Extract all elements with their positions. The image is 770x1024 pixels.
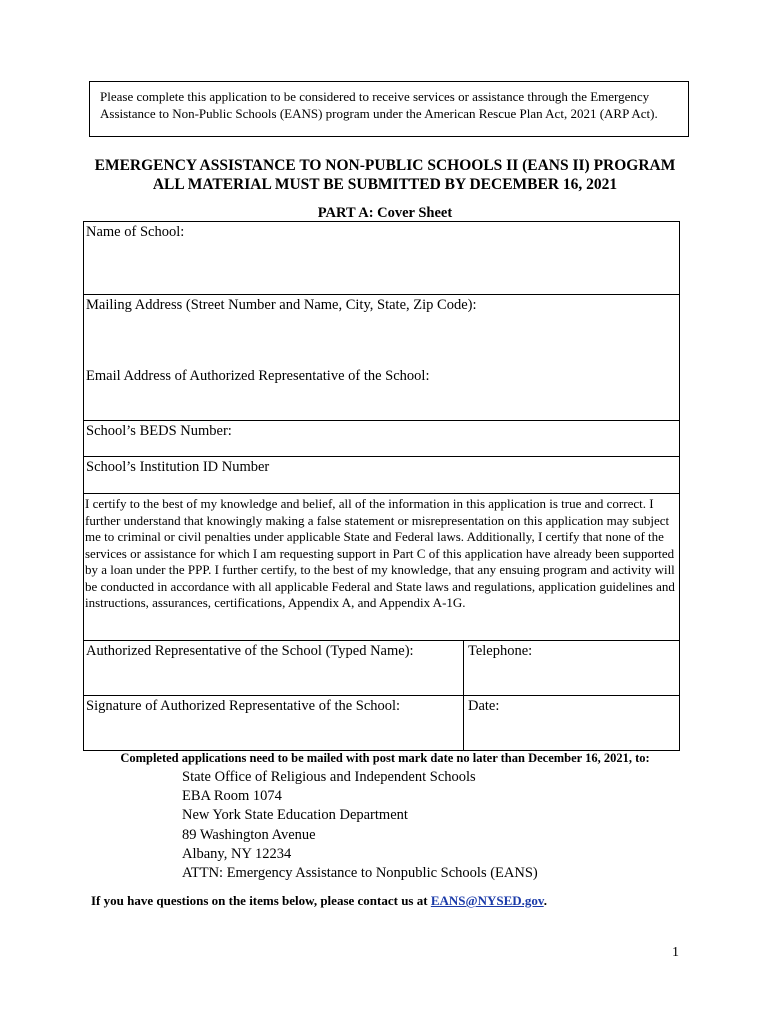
contact-suffix: . (543, 893, 547, 908)
email-field[interactable] (86, 368, 430, 385)
contact-text: If you have questions on the items below, please contact us at (91, 893, 431, 908)
rep-name-label: Authorized Representative of the School (Typed Name): (86, 643, 414, 659)
date-field[interactable] (464, 696, 679, 750)
email-label: Email Address of Authorized Representative of the School: (86, 368, 430, 384)
rep-name-row (84, 641, 679, 696)
telephone-field[interactable] (464, 641, 679, 695)
deadline-title: ALL MATERIAL MUST BE SUBMITTED BY DECEMBER 16, 2021 (152, 176, 618, 193)
institution-id-field[interactable] (84, 457, 679, 494)
page-number: 1 (672, 945, 679, 960)
intro-notice-box (89, 81, 689, 137)
institution-id-label: School’s Institution ID Number (86, 459, 270, 475)
school-name-field[interactable] (84, 222, 679, 295)
contact-line (91, 893, 547, 909)
program-title: EMERGENCY ASSISTANCE TO NON-PUBLIC SCHOOLS II (EANS II) PROGRAM (94, 157, 676, 174)
beds-number-field[interactable] (84, 421, 679, 457)
address-line: Albany, NY 12234 (182, 845, 292, 862)
rep-name-field[interactable] (84, 641, 464, 695)
mailing-address-block (182, 768, 538, 883)
address-line: ATTN: Emergency Assistance to Nonpublic Schools (EANS) (182, 865, 538, 882)
signature-row (84, 696, 679, 750)
mailing-instructions: Completed applications need to be mailed with post mark date no later than December 16, 2021, to: (120, 751, 650, 765)
address-line: New York State Education Department (182, 807, 408, 824)
mailing-address-field[interactable] (84, 295, 679, 421)
address-line: State Office of Religious and Independent Schools (182, 769, 476, 785)
cover-sheet-form (83, 221, 680, 751)
certification-statement (84, 494, 679, 641)
mailing-address-label: Mailing Address (Street Number and Name, City, State, Zip Code): (86, 297, 477, 313)
intro-text: Please complete this application to be considered to receive services or assistance through the Emergency Assistance to Non-Public Schools (EANS) program under the American Rescue Plan Act, 2021 (ARP Act). (100, 89, 658, 121)
beds-number-label: School’s BEDS Number: (86, 423, 232, 439)
signature-field[interactable] (84, 696, 464, 750)
signature-label: Signature of Authorized Representative of the School: (86, 698, 401, 714)
telephone-label: Telephone: (468, 643, 533, 659)
part-title: PART A: Cover Sheet (317, 205, 453, 221)
contact-email-link[interactable]: EANS@NYSED.gov (430, 893, 544, 908)
certification-text: I certify to the best of my knowledge and belief, all of the information in this application is true and correct. I further understand that knowingly making a false statement or misrepresentation on this application may subject me to criminal or civil penalties under applicable State and Federal laws. Additionally, I certify that none of the services or assistance for which I am requesting support in Part C of this application have already been supported by a loan under the PPP. I further certify, to the best of my knowledge, that any ensuing program and activity will be conducted in accordance with all applicable Federal and State laws and regulations, application guidelines and instructions, assurances, certifications, Appendix A, and Appendix A-1G. (85, 496, 675, 610)
address-line: 89 Washington Avenue (182, 826, 316, 843)
date-label: Date: (468, 698, 500, 714)
address-line: EBA Room 1074 (182, 788, 282, 805)
school-name-label: Name of School: (86, 224, 185, 240)
